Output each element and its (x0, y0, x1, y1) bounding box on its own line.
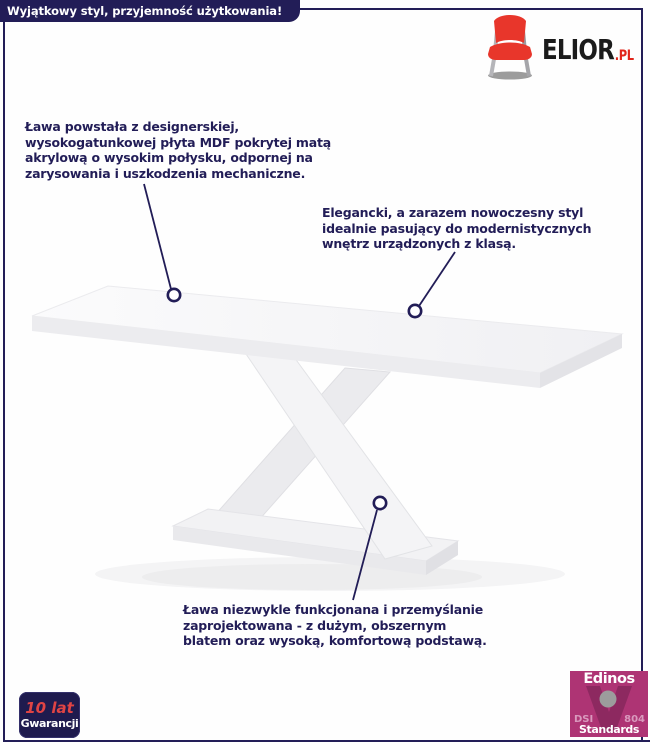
logo-tld-text: .PL (614, 48, 634, 64)
annotation-line: zarysowania i uszkodzenia mechaniczne. (25, 166, 306, 182)
callout-marker-style (409, 305, 421, 317)
warranty-years: 10 lat (25, 699, 74, 717)
banner-text: Wyjątkowy styl, przyjemność użytkowania! (7, 4, 283, 18)
edinos-badge (570, 671, 648, 737)
annotation-line: Ława niezwykle funkcjonana i przemyślanie (183, 602, 484, 617)
warranty-label: Gwarancji (20, 717, 79, 730)
edinos-dsi-label: DSI (574, 714, 594, 725)
annotation-line: zaprojektowana - z dużym, obszernym (183, 617, 447, 633)
annotation-line: Elegancki, a zarazem nowoczesny styl (322, 205, 584, 220)
annotation-line: blatem oraz wysoką, komfortową podstawą. (183, 633, 487, 649)
annotation-line: idealnie pasujący do modernistycznych (322, 220, 592, 236)
annotation-line: wnętrz urządzonych z klasą. (322, 236, 516, 252)
callout-marker-material (168, 289, 180, 301)
annotation-line: akrylową o wysokim połysku, odpornej na (25, 150, 313, 166)
edinos-standards-label: Standards (579, 723, 639, 736)
edinos-title: Edinos (583, 671, 635, 687)
callout-line-style (419, 252, 455, 306)
annotation-line: wysokogatunkowej płyta MDF pokrytej matą (25, 134, 331, 150)
callout-marker-function (374, 497, 386, 509)
callout-line-material (144, 184, 171, 289)
warranty-badge (19, 692, 80, 738)
edinos-804-label: 804 (624, 714, 645, 725)
logo-brand-text: ELIOR (542, 33, 614, 66)
annotation-line: Ława powstała z designerskiej, (25, 119, 239, 134)
